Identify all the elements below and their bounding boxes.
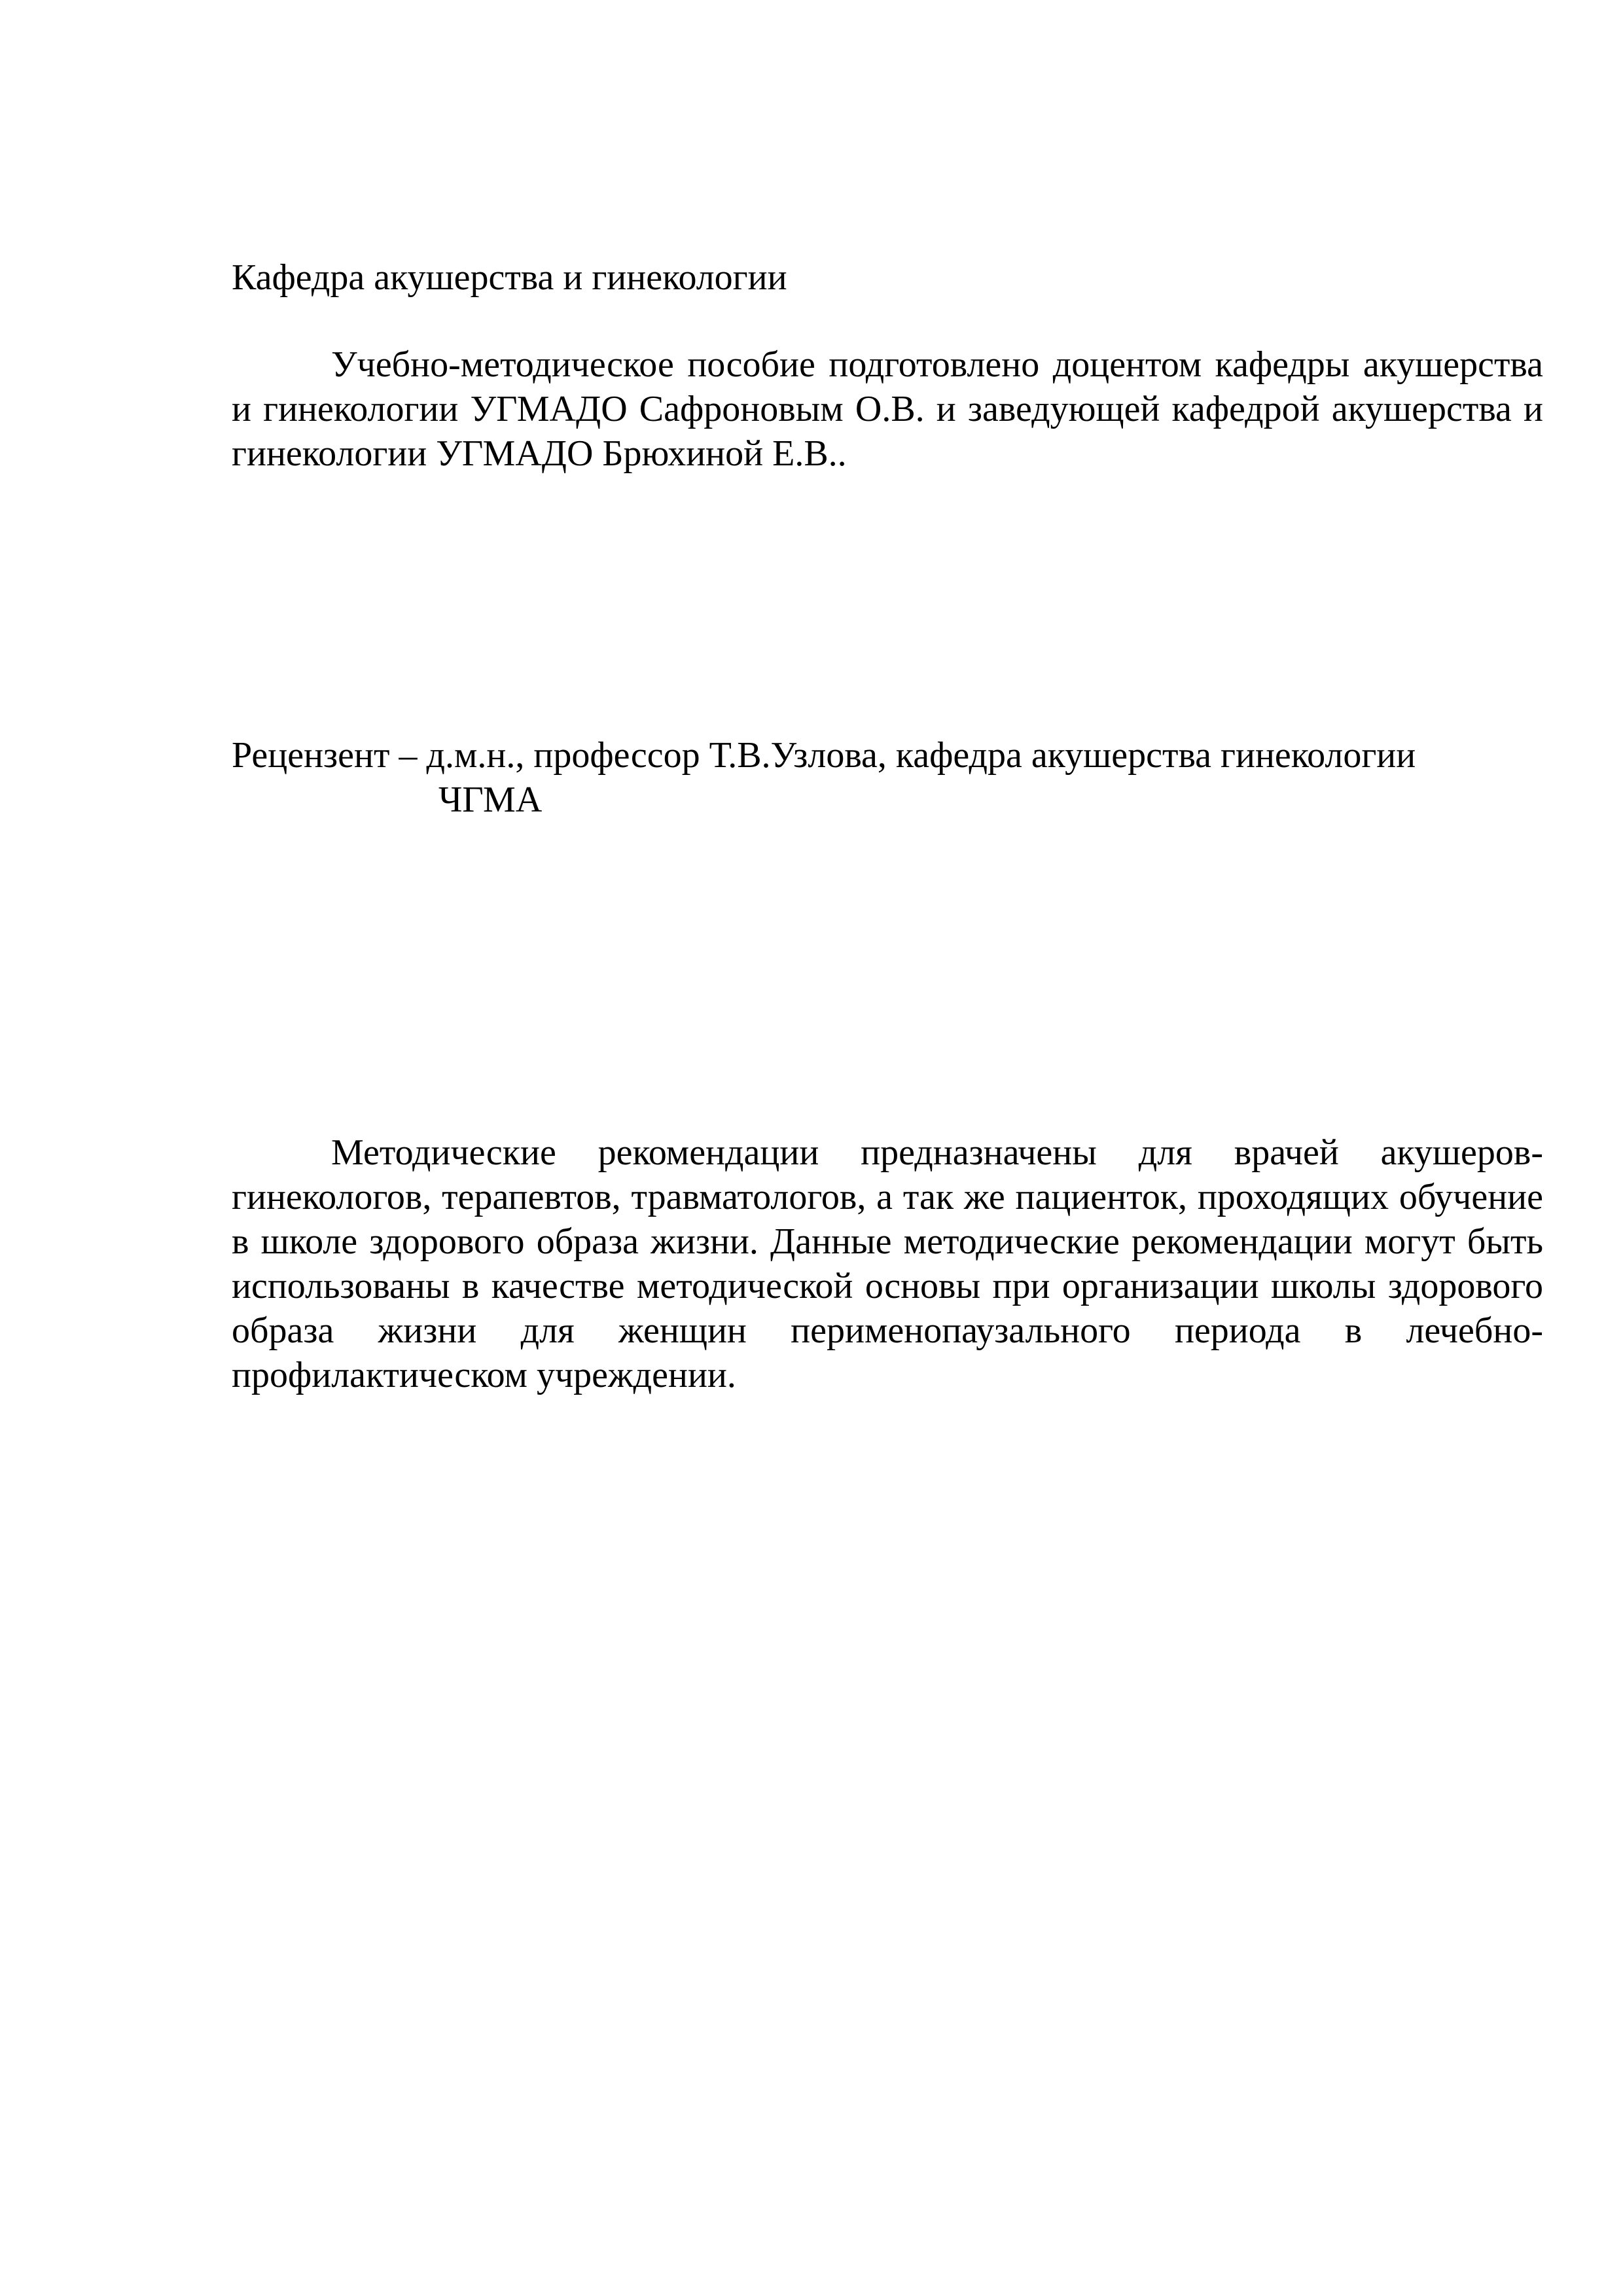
reviewer-details: д.м.н., профессор Т.В.Узлова, кафедра акушерства гинекологии [426,735,1416,776]
recommendations-paragraph: Методические рекомендации предназначены для врачей акушеров-гинекологов, терапевтов, травматологов, а так же пациенток, проходящих обучение в школе здорового образа жизни. Данные методические рекомендации могут быть использованы в качестве методической основы при организации школы здорового образа жизни для женщин перименопаузального периода в лечебно-профилактическом учреждении. [232,1132,1543,1395]
department-heading: Кафедра акушерства и гинекологии [232,257,787,298]
reviewer-block [232,733,1543,822]
authors-paragraph: Учебно-методическое пособие подготовлено доцентом кафедры акушерства и гинекологии УГМАДО Сафроновым О.В. и заведующей кафедрой акушерства и гинекологии УГМАДО Брюхиной Е.В.. [232,344,1543,474]
reviewer-line-1 [232,733,1543,778]
reviewer-label: Рецензент – [232,735,418,776]
reviewer-line-2: ЧГМА [438,780,543,820]
